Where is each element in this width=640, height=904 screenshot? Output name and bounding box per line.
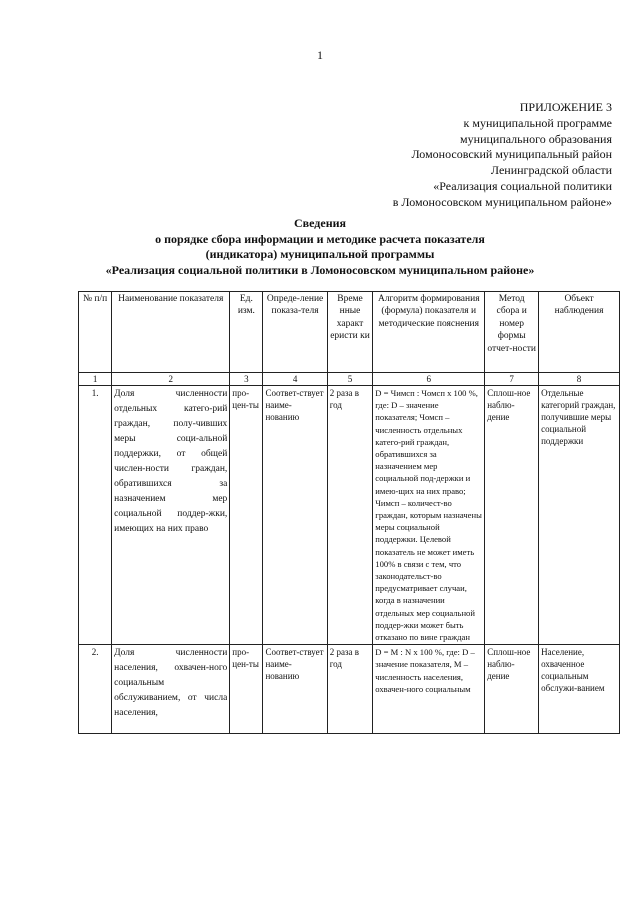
header-time: Време нные характ еристи ки: [327, 292, 373, 373]
header-name: Наименование показателя: [112, 292, 230, 373]
row-name: [112, 645, 230, 734]
appendix-line: в Ломоносовском муниципальном районе»: [392, 194, 612, 209]
column-number: 8: [539, 373, 620, 386]
page-number: 1: [317, 48, 323, 62]
appendix-line: ПРИЛОЖЕНИЕ 3: [519, 100, 612, 114]
column-number: 6: [373, 373, 485, 386]
table-row: [79, 645, 620, 734]
column-numbers-row: [79, 373, 620, 386]
row-algorithm: D = Чимсп : Чомсп х 100 %, где: D – значение показателя; Чомсп – численность отдельных катего-рий граждан, обратившихся за назначением мер социальной под-держки и имею-щих на них право; Чимсп – количест-во граждан, которым назначены меры социальной поддержки. Целевой показатель не может иметь 100% в связи с тем, что законодательст-во предусматривает случаи, когда в назначении отдельных мер социальной поддер-жки может быть отказано по вине граждан: [373, 386, 485, 645]
appendix-line: Ломоносовский муниципальный район: [411, 147, 612, 162]
row-object: Население, охваченное социальным обслужи-ванием: [539, 645, 620, 734]
title-line: о порядке сбора информации и методике расчета показателя: [155, 231, 485, 246]
header-num: № п/п: [79, 292, 112, 373]
appendix-header: [393, 100, 612, 211]
column-number: 5: [327, 373, 373, 386]
row-name: Доля численности отдельных катего-рий граждан, полу-чивших меры соци-альной поддержки, от общей числен-ности граждан, обратившихся за назначением мер социальной поддер-жки, имеющих на них право: [112, 386, 230, 645]
row-name-text: Доля численности населения, охвачен-ного социальным обслуживанием, от числа населения,: [114, 648, 228, 719]
row-time: 2 раза в год: [327, 386, 373, 645]
column-number: 1: [79, 373, 112, 386]
appendix-line: муниципального образования: [460, 131, 612, 146]
row-method: Сплош-ное наблю-дение: [485, 645, 539, 734]
row-object: Отдельные категорий граждан, получившие меры социальной поддержки: [539, 386, 620, 645]
title-line: (индикатора) муниципальной программы: [205, 247, 435, 262]
row-algorithm-text: D = M : N х 100 %, где: D – значение показателя, M – численность населения, охвачен-ного социальным: [375, 647, 475, 694]
column-number: 3: [230, 373, 263, 386]
title-line: «Реализация социальной политики в Ломоносовском муниципальном районе»: [105, 262, 535, 277]
header-unit: Ед. изм.: [230, 292, 263, 373]
header-object: Объект наблюдения: [539, 292, 620, 373]
row-definition: Соответ-ствует наиме-нованию: [263, 645, 327, 734]
table-header-row: [79, 292, 620, 373]
appendix-line: к муниципальной программе: [463, 115, 612, 130]
row-time: 2 раза в год: [327, 645, 373, 734]
row-num: 2.: [79, 645, 112, 734]
header-method: Метод сбора и номер формы отчет-ности: [485, 292, 539, 373]
row-unit: про-цен-ты: [230, 645, 263, 734]
column-number: 4: [263, 373, 327, 386]
document-title: [0, 216, 640, 278]
table-row: [79, 386, 620, 645]
appendix-line: «Реализация социальной политики: [433, 178, 612, 193]
header-algorithm: Алгоритм формирования (формула) показателя и методические пояснения: [373, 292, 485, 373]
row-method: Сплош-ное наблю-дение: [485, 386, 539, 645]
row-num: 1.: [79, 386, 112, 645]
row-definition: Соответ-ствует наиме-нованию: [263, 386, 327, 645]
title-line: Сведения: [293, 216, 347, 230]
row-unit: про-цен-ты: [230, 386, 263, 645]
header-definition: Опреде-ление показа-теля: [263, 292, 327, 373]
appendix-line: Ленинградской области: [490, 163, 612, 178]
row-algorithm: [373, 645, 485, 734]
column-number: 2: [112, 373, 230, 386]
column-number: 7: [485, 373, 539, 386]
indicators-table: [78, 291, 620, 734]
